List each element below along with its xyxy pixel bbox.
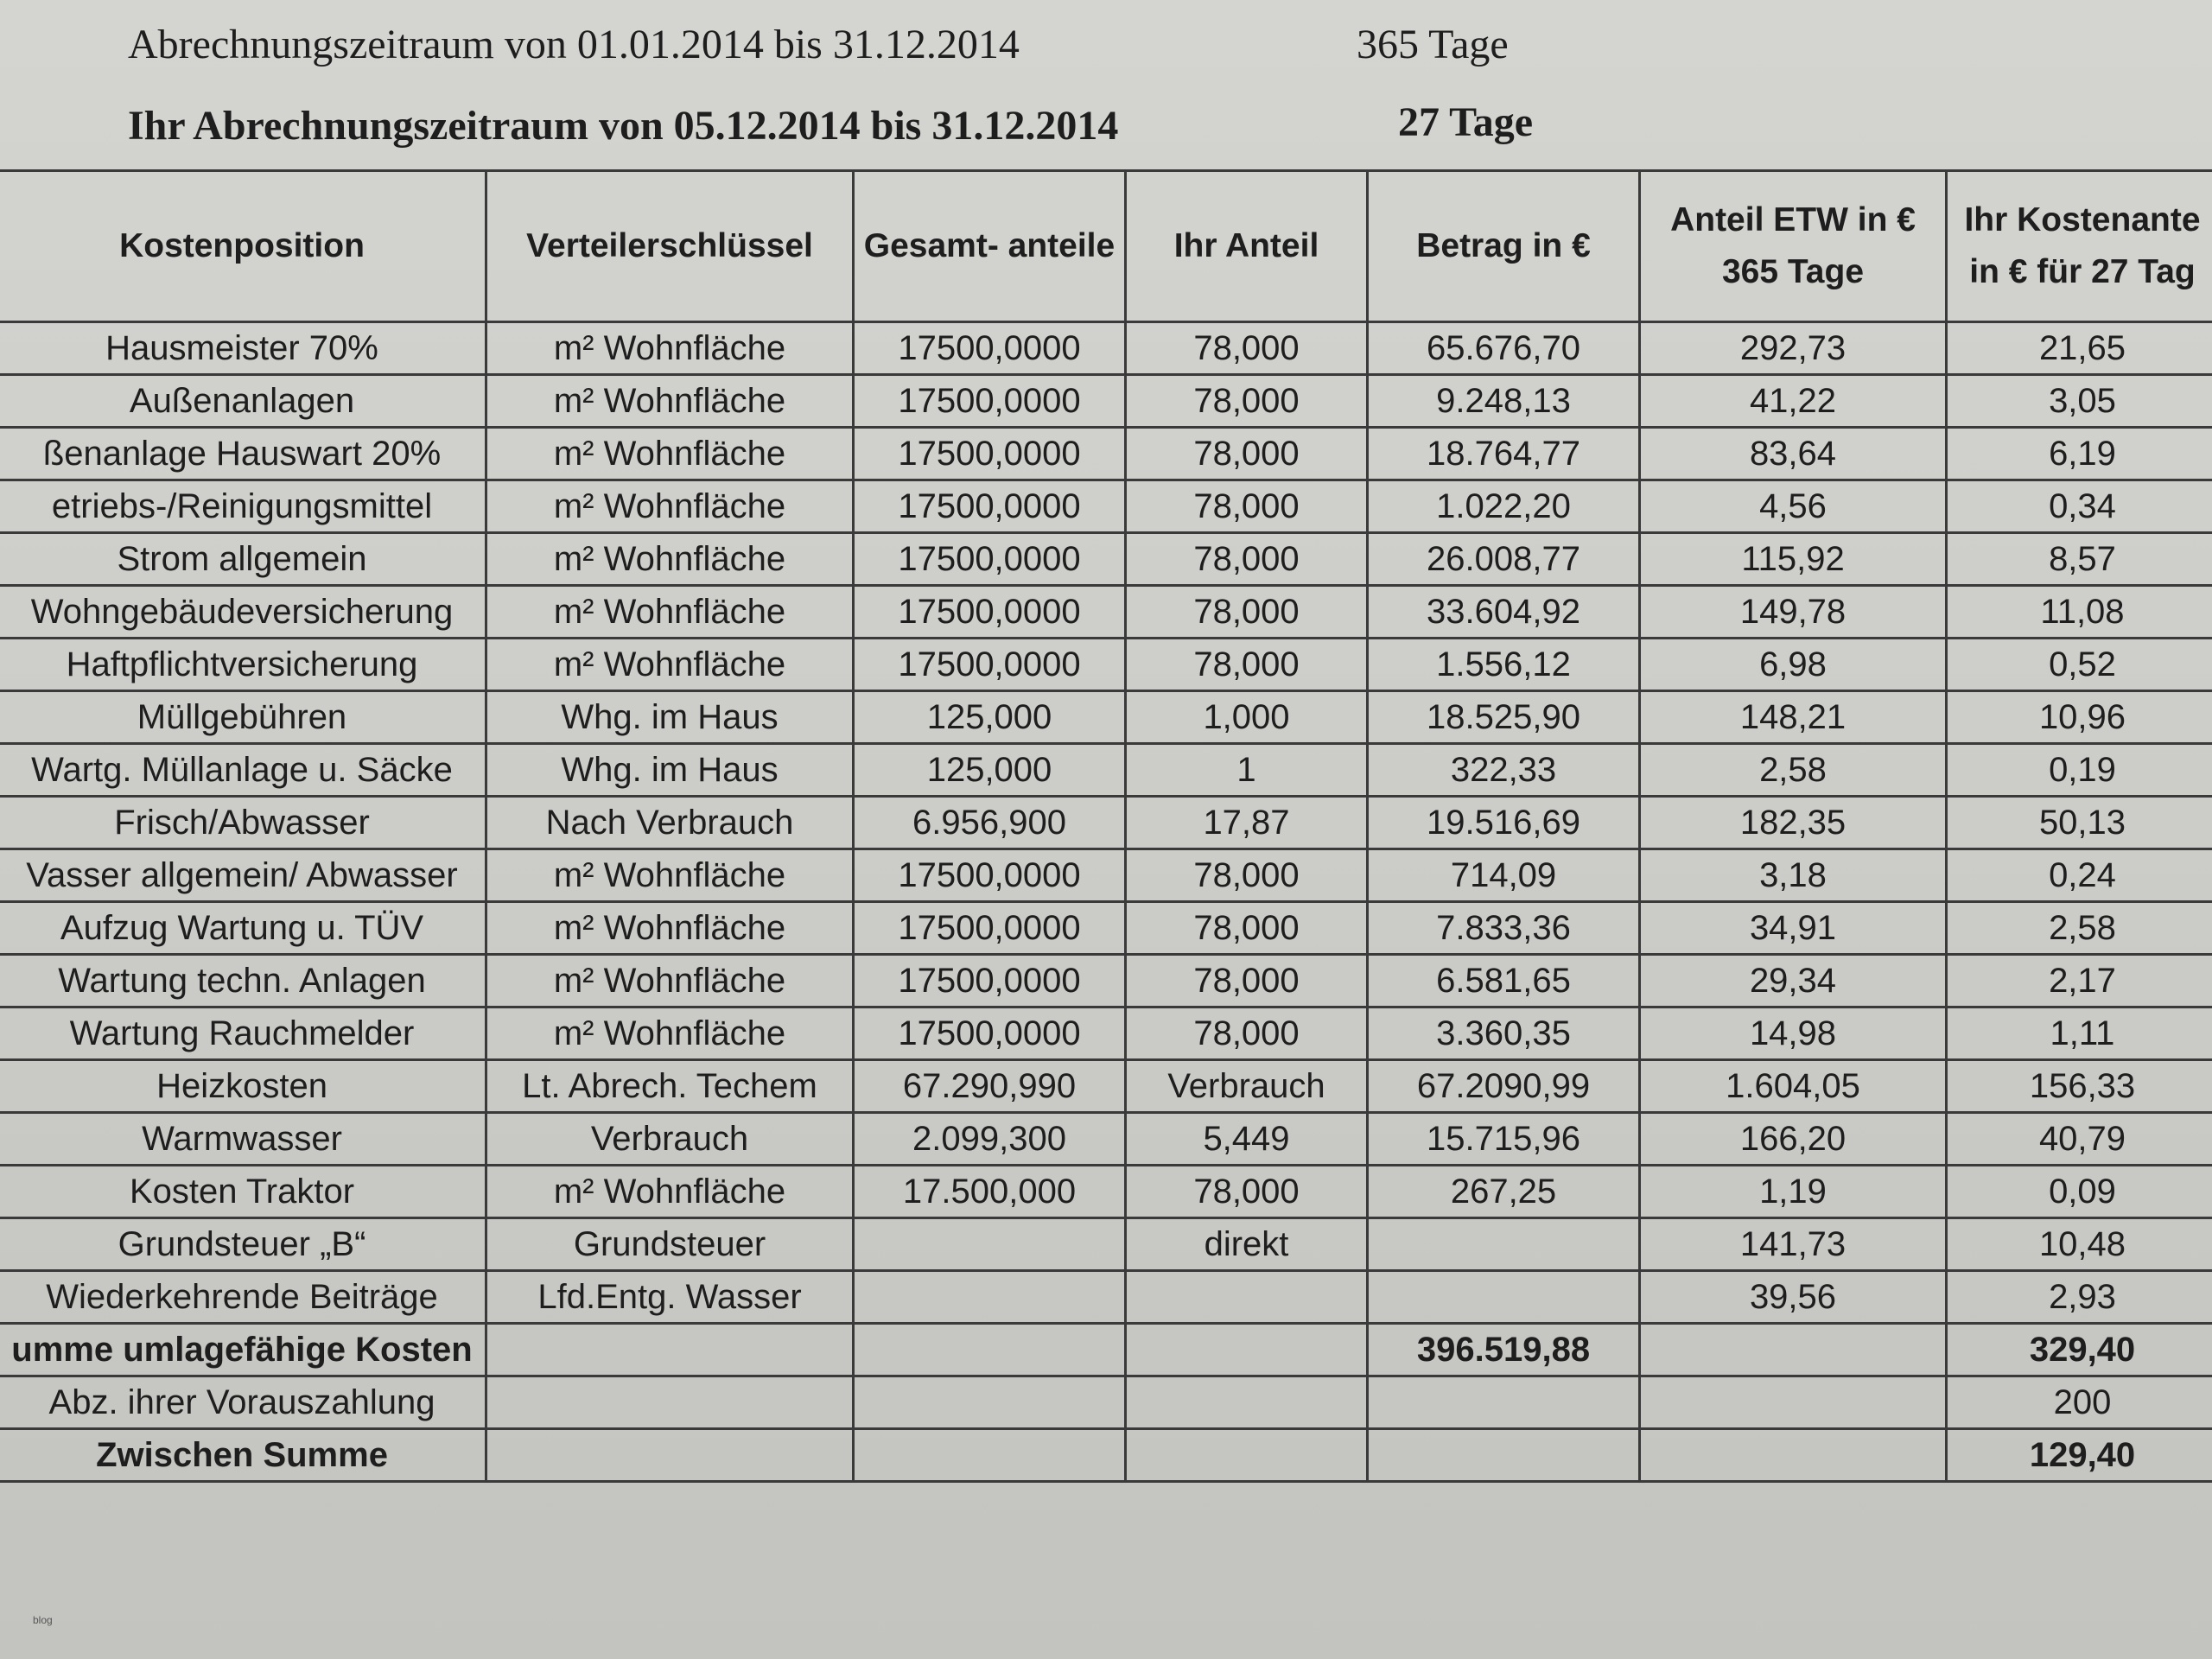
summary-anteil: 200 — [1947, 1376, 2212, 1429]
header-gesamtanteile: Gesamt- anteile — [854, 171, 1126, 322]
table-cell: 166,20 — [1640, 1113, 1947, 1166]
table-cell: m² Wohnfläche — [486, 375, 854, 428]
table-cell: 5,449 — [1126, 1113, 1368, 1166]
table-cell: 14,98 — [1640, 1007, 1947, 1060]
table-cell: 115,92 — [1640, 533, 1947, 586]
table-cell: Frisch/Abwasser — [0, 797, 486, 849]
table-row — [0, 1007, 2212, 1060]
header-betrag: Betrag in € — [1368, 171, 1640, 322]
summary-empty-cell — [1126, 1324, 1368, 1376]
table-cell: direkt — [1126, 1218, 1368, 1271]
table-cell: 17500,0000 — [854, 955, 1126, 1007]
table-cell: m² Wohnfläche — [486, 955, 854, 1007]
summary-empty-cell — [1126, 1429, 1368, 1482]
table-cell: Whg. im Haus — [486, 744, 854, 797]
table-cell: Nach Verbrauch — [486, 797, 854, 849]
summary-empty-cell — [854, 1324, 1126, 1376]
summary-row — [0, 1429, 2212, 1482]
watermark: blog — [33, 1614, 53, 1626]
header-ihr-anteil: Ihr Anteil — [1126, 171, 1368, 322]
table-cell: 19.516,69 — [1368, 797, 1640, 849]
table-cell: 1.022,20 — [1368, 480, 1640, 533]
table-cell: 33.604,92 — [1368, 586, 1640, 639]
table-cell: 10,48 — [1947, 1218, 2212, 1271]
table-cell: Müllgebühren — [0, 691, 486, 744]
table-cell: Vasser allgemein/ Abwasser — [0, 849, 486, 902]
table-cell: Wiederkehrende Beiträge — [0, 1271, 486, 1324]
summary-label: Abz. ihrer Vorauszahlung — [0, 1376, 486, 1429]
table-cell: 78,000 — [1126, 322, 1368, 375]
table-cell: 17500,0000 — [854, 639, 1126, 691]
header-kostenposition: Kostenposition — [0, 171, 486, 322]
table-cell: 78,000 — [1126, 586, 1368, 639]
table-cell: 50,13 — [1947, 797, 2212, 849]
table-cell — [854, 1218, 1126, 1271]
table-row — [0, 480, 2212, 533]
summary-row — [0, 1324, 2212, 1376]
table-cell: 11,08 — [1947, 586, 2212, 639]
summary-betrag: 396.519,88 — [1368, 1324, 1640, 1376]
summary-empty-cell — [1640, 1376, 1947, 1429]
table-row — [0, 1218, 2212, 1271]
table-cell: 29,34 — [1640, 955, 1947, 1007]
table-row — [0, 1166, 2212, 1218]
table-cell: 149,78 — [1640, 586, 1947, 639]
table-cell: m² Wohnfläche — [486, 1007, 854, 1060]
table-cell: 17500,0000 — [854, 586, 1126, 639]
table-cell: ßenanlage Hauswart 20% — [0, 428, 486, 480]
table-cell: 17.500,000 — [854, 1166, 1126, 1218]
table-cell: 4,56 — [1640, 480, 1947, 533]
table-cell: Wohngebäudeversicherung — [0, 586, 486, 639]
table-cell: 17500,0000 — [854, 375, 1126, 428]
table-cell: 267,25 — [1368, 1166, 1640, 1218]
table-row — [0, 533, 2212, 586]
table-cell: Haftpflichtversicherung — [0, 639, 486, 691]
table-cell: 0,19 — [1947, 744, 2212, 797]
table-cell: 2,93 — [1947, 1271, 2212, 1324]
table-cell: 39,56 — [1640, 1271, 1947, 1324]
table-cell: 6,98 — [1640, 639, 1947, 691]
table-cell: 1.556,12 — [1368, 639, 1640, 691]
table-cell: 67.290,990 — [854, 1060, 1126, 1113]
table-header-row — [0, 171, 2212, 322]
table-row — [0, 797, 2212, 849]
table-cell: 17500,0000 — [854, 902, 1126, 955]
table-cell: 41,22 — [1640, 375, 1947, 428]
table-cell — [1368, 1218, 1640, 1271]
table-cell: Verbrauch — [1126, 1060, 1368, 1113]
summary-empty-cell — [854, 1429, 1126, 1482]
table-cell: 40,79 — [1947, 1113, 2212, 1166]
table-cell: 83,64 — [1640, 428, 1947, 480]
table-row — [0, 1113, 2212, 1166]
table-cell: 26.008,77 — [1368, 533, 1640, 586]
table-cell: m² Wohnfläche — [486, 480, 854, 533]
table-cell: 78,000 — [1126, 480, 1368, 533]
table-cell: 8,57 — [1947, 533, 2212, 586]
table-cell: 10,96 — [1947, 691, 2212, 744]
summary-row — [0, 1376, 2212, 1429]
table-cell: m² Wohnfläche — [486, 849, 854, 902]
table-cell: 6.956,900 — [854, 797, 1126, 849]
table-cell: 17500,0000 — [854, 322, 1126, 375]
table-cell: 6,19 — [1947, 428, 2212, 480]
table-cell: Aufzug Wartung u. TÜV — [0, 902, 486, 955]
cost-table — [0, 169, 2212, 1483]
table-cell: Whg. im Haus — [486, 691, 854, 744]
table-cell: 2,58 — [1947, 902, 2212, 955]
table-cell: 156,33 — [1947, 1060, 2212, 1113]
table-cell: 1.604,05 — [1640, 1060, 1947, 1113]
table-cell: 78,000 — [1126, 1166, 1368, 1218]
table-cell: 67.2090,99 — [1368, 1060, 1640, 1113]
table-cell: 1 — [1126, 744, 1368, 797]
table-cell: Grundsteuer „B“ — [0, 1218, 486, 1271]
table-cell: 0,24 — [1947, 849, 2212, 902]
table-cell: 2,58 — [1640, 744, 1947, 797]
table-cell: 182,35 — [1640, 797, 1947, 849]
table-cell: m² Wohnfläche — [486, 322, 854, 375]
table-row — [0, 322, 2212, 375]
table-cell: 125,000 — [854, 744, 1126, 797]
table-row — [0, 586, 2212, 639]
table-cell: etriebs-/Reinigungsmittel — [0, 480, 486, 533]
table-cell: 78,000 — [1126, 375, 1368, 428]
summary-empty-cell — [486, 1324, 854, 1376]
table-cell: Wartung Rauchmelder — [0, 1007, 486, 1060]
table-cell: 65.676,70 — [1368, 322, 1640, 375]
summary-empty-cell — [1126, 1376, 1368, 1429]
table-row — [0, 1271, 2212, 1324]
table-cell: 17500,0000 — [854, 849, 1126, 902]
table-row — [0, 639, 2212, 691]
summary-anteil: 129,40 — [1947, 1429, 2212, 1482]
table-cell: 15.715,96 — [1368, 1113, 1640, 1166]
table-cell: 78,000 — [1126, 533, 1368, 586]
header-anteil-etw: Anteil ETW in € 365 Tage — [1640, 171, 1947, 322]
table-cell: 2.099,300 — [854, 1113, 1126, 1166]
table-cell: 78,000 — [1126, 1007, 1368, 1060]
table-cell: 148,21 — [1640, 691, 1947, 744]
table-cell — [1126, 1271, 1368, 1324]
table-cell — [1368, 1271, 1640, 1324]
summary-label: Zwischen Summe — [0, 1429, 486, 1482]
table-cell: 17500,0000 — [854, 480, 1126, 533]
table-cell: 18.764,77 — [1368, 428, 1640, 480]
period-total: Abrechnungszeitraum von 01.01.2014 bis 31.12.2014 — [128, 22, 1020, 67]
table-cell: 34,91 — [1640, 902, 1947, 955]
table-cell: 78,000 — [1126, 639, 1368, 691]
table-cell: 125,000 — [854, 691, 1126, 744]
table-cell: 18.525,90 — [1368, 691, 1640, 744]
summary-label: umme umlagefähige Kosten — [0, 1324, 486, 1376]
table-cell: 0,52 — [1947, 639, 2212, 691]
summary-empty-cell — [854, 1376, 1126, 1429]
period-total-days: 365 Tage — [1357, 22, 1509, 67]
table-cell: m² Wohnfläche — [486, 639, 854, 691]
table-cell: 9.248,13 — [1368, 375, 1640, 428]
table-cell: Wartung techn. Anlagen — [0, 955, 486, 1007]
table-cell: 21,65 — [1947, 322, 2212, 375]
summary-betrag — [1368, 1376, 1640, 1429]
table-cell — [854, 1271, 1126, 1324]
table-row — [0, 375, 2212, 428]
table-cell: 141,73 — [1640, 1218, 1947, 1271]
table-cell: m² Wohnfläche — [486, 586, 854, 639]
table-cell: Heizkosten — [0, 1060, 486, 1113]
table-cell: 17500,0000 — [854, 533, 1126, 586]
table-row — [0, 744, 2212, 797]
table-cell: 17500,0000 — [854, 1007, 1126, 1060]
table-cell: Hausmeister 70% — [0, 322, 486, 375]
table-cell: Lfd.Entg. Wasser — [486, 1271, 854, 1324]
summary-anteil: 329,40 — [1947, 1324, 2212, 1376]
table-cell: 0,34 — [1947, 480, 2212, 533]
summary-betrag — [1368, 1429, 1640, 1482]
table-cell: Verbrauch — [486, 1113, 854, 1166]
table-cell: Strom allgemein — [0, 533, 486, 586]
table-row — [0, 849, 2212, 902]
table-cell: Grundsteuer — [486, 1218, 854, 1271]
table-cell: 3.360,35 — [1368, 1007, 1640, 1060]
summary-empty-cell — [486, 1376, 854, 1429]
table-cell: Kosten Traktor — [0, 1166, 486, 1218]
table-cell: 2,17 — [1947, 955, 2212, 1007]
table-cell: 322,33 — [1368, 744, 1640, 797]
table-cell: m² Wohnfläche — [486, 428, 854, 480]
summary-empty-cell — [1640, 1324, 1947, 1376]
table-cell: 1,19 — [1640, 1166, 1947, 1218]
table-cell: 78,000 — [1126, 428, 1368, 480]
period-own: Ihr Abrechnungszeitraum von 05.12.2014 bis 31.12.2014 — [128, 103, 1119, 149]
table-row — [0, 428, 2212, 480]
table-cell: Außenanlagen — [0, 375, 486, 428]
header-verteilerschluessel: Verteilerschlüssel — [486, 171, 854, 322]
table-cell: m² Wohnfläche — [486, 533, 854, 586]
table-cell: 0,09 — [1947, 1166, 2212, 1218]
table-row — [0, 1060, 2212, 1113]
table-cell: 17500,0000 — [854, 428, 1126, 480]
table-cell: 78,000 — [1126, 849, 1368, 902]
table-cell: 3,05 — [1947, 375, 2212, 428]
table-cell: 1,000 — [1126, 691, 1368, 744]
table-row — [0, 955, 2212, 1007]
table-cell: 78,000 — [1126, 902, 1368, 955]
table-cell: 17,87 — [1126, 797, 1368, 849]
table-cell: 3,18 — [1640, 849, 1947, 902]
cost-table-body — [0, 322, 2212, 1482]
table-row — [0, 691, 2212, 744]
table-cell: Lt. Abrech. Techem — [486, 1060, 854, 1113]
table-cell: m² Wohnfläche — [486, 1166, 854, 1218]
table-cell: 7.833,36 — [1368, 902, 1640, 955]
table-cell: Warmwasser — [0, 1113, 486, 1166]
summary-empty-cell — [1640, 1429, 1947, 1482]
summary-empty-cell — [486, 1429, 854, 1482]
period-own-days: 27 Tage — [1398, 99, 1534, 145]
table-cell: 1,11 — [1947, 1007, 2212, 1060]
table-cell: Wartg. Müllanlage u. Säcke — [0, 744, 486, 797]
table-cell: 714,09 — [1368, 849, 1640, 902]
table-row — [0, 902, 2212, 955]
table-cell: m² Wohnfläche — [486, 902, 854, 955]
table-cell: 6.581,65 — [1368, 955, 1640, 1007]
header-kostenanteil: Ihr Kostenante in € für 27 Tag — [1947, 171, 2212, 322]
table-cell: 78,000 — [1126, 955, 1368, 1007]
table-cell: 292,73 — [1640, 322, 1947, 375]
